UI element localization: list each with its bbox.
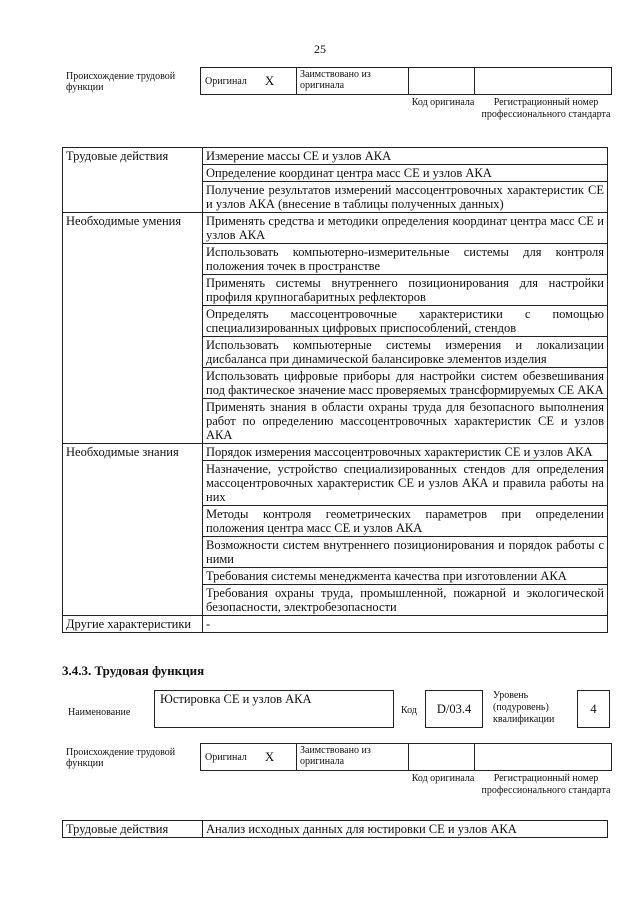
page-number: 25 — [314, 42, 326, 56]
table-row — [63, 616, 608, 633]
labor-function-table-2 — [62, 820, 608, 838]
table-row — [63, 148, 608, 165]
original-mark: X — [264, 73, 275, 88]
row-value: Использовать цифровые приборы для настройки систем обезвешивания под фактическое значение масс проверяемых трансформируемых СЕ АКА — [203, 368, 608, 399]
row-value: Требования охраны труда, промышленной, пожарной и экологической безопасности, электробезопасности — [203, 585, 608, 616]
reg-number-cell — [475, 744, 611, 770]
original-label: Оригинал — [205, 75, 247, 87]
row-value: Использовать компьютерные системы измерения и локализации дисбаланса при динамической балансировке элементов изделия — [203, 337, 608, 368]
row-header: Трудовые действия — [63, 148, 203, 213]
row-value: Методы контроля геометрических параметров при определении положения центра масс СЕ и узлов АКА — [203, 506, 608, 537]
row-value: Требования системы менеджмента качества при изготовлении АКА — [203, 568, 608, 585]
labor-function-table — [62, 147, 608, 633]
origin-box — [200, 743, 612, 771]
reg-number-cell — [475, 68, 611, 94]
name-label: Наименование — [68, 707, 131, 718]
row-value: Применять средства и методики определения координат центра масс СЕ и узлов АКА — [203, 213, 608, 244]
row-header: Необходимые знания — [63, 444, 203, 616]
borrowed-label: Заимствовано из оригинала — [297, 68, 409, 94]
origin-label: Происхождение трудовой функции — [66, 71, 176, 93]
row-value: Измерение массы СЕ и узлов АКА — [203, 148, 608, 165]
row-value: Возможности систем внутреннего позиционирования и порядок работы с ними — [203, 537, 608, 568]
borrowed-label: Заимствовано из оригинала — [297, 744, 409, 770]
row-value: Получение результатов измерений массоцентровочных характеристик СЕ и узлов АКА (внесение в таблицы полученных данных) — [203, 182, 608, 213]
table-row — [63, 213, 608, 244]
section-heading: 3.4.3. Трудовая функция — [62, 663, 205, 678]
origin-box — [200, 67, 612, 95]
code-label: Код — [401, 705, 417, 716]
row-value: - — [203, 616, 608, 633]
row-value: Назначение, устройство специализированных стендов для определения массоцентровочных характеристик СЕ и узлов АКА и правила работы на них — [203, 461, 608, 506]
level-value-box: 4 — [577, 690, 610, 728]
row-header: Трудовые действия — [63, 821, 203, 838]
row-value: Определять массоцентровочные характеристики с помощью специализированных цифровых приспособлений, стендов — [203, 306, 608, 337]
original-label: Оригинал — [205, 751, 247, 763]
code-original-caption: Код оригинала — [411, 97, 475, 108]
function-name-box: Юстировка СЕ и узлов АКА — [154, 690, 394, 728]
row-value: Определение координат центра масс СЕ и узлов АКА — [203, 165, 608, 182]
original-cell — [201, 744, 297, 770]
row-value: Применять системы внутреннего позиционирования для настройки профиля крупногабаритных рефлекторов — [203, 275, 608, 306]
reg-number-caption: Регистрационный номер профессионального стандарта — [481, 773, 611, 796]
origin-label: Происхождение трудовой функции — [66, 747, 176, 769]
level-label: Уровень (подуровень) квалификации — [493, 690, 555, 725]
row-value: Порядок измерения массоцентровочных характеристик СЕ и узлов АКА — [203, 444, 608, 461]
row-header: Другие характеристики — [63, 616, 203, 633]
table-row — [63, 444, 608, 461]
row-value: Использовать компьютерно-измерительные системы для контроля положения точек в пространстве — [203, 244, 608, 275]
table-row — [63, 821, 608, 838]
row-header: Необходимые умения — [63, 213, 203, 444]
code-value-box: D/03.4 — [425, 690, 483, 728]
row-value: Применять знания в области охраны труда для безопасного выполнения работ по определению массоцентровочных характеристик СЕ и узлов АКА — [203, 399, 608, 444]
reg-number-caption: Регистрационный номер профессионального стандарта — [481, 97, 611, 120]
original-cell — [201, 68, 297, 94]
original-mark: X — [264, 749, 275, 764]
code-original-cell — [409, 68, 475, 94]
code-original-cell — [409, 744, 475, 770]
row-value: Анализ исходных данных для юстировки СЕ и узлов АКА — [203, 821, 608, 838]
code-original-caption: Код оригинала — [411, 773, 475, 784]
